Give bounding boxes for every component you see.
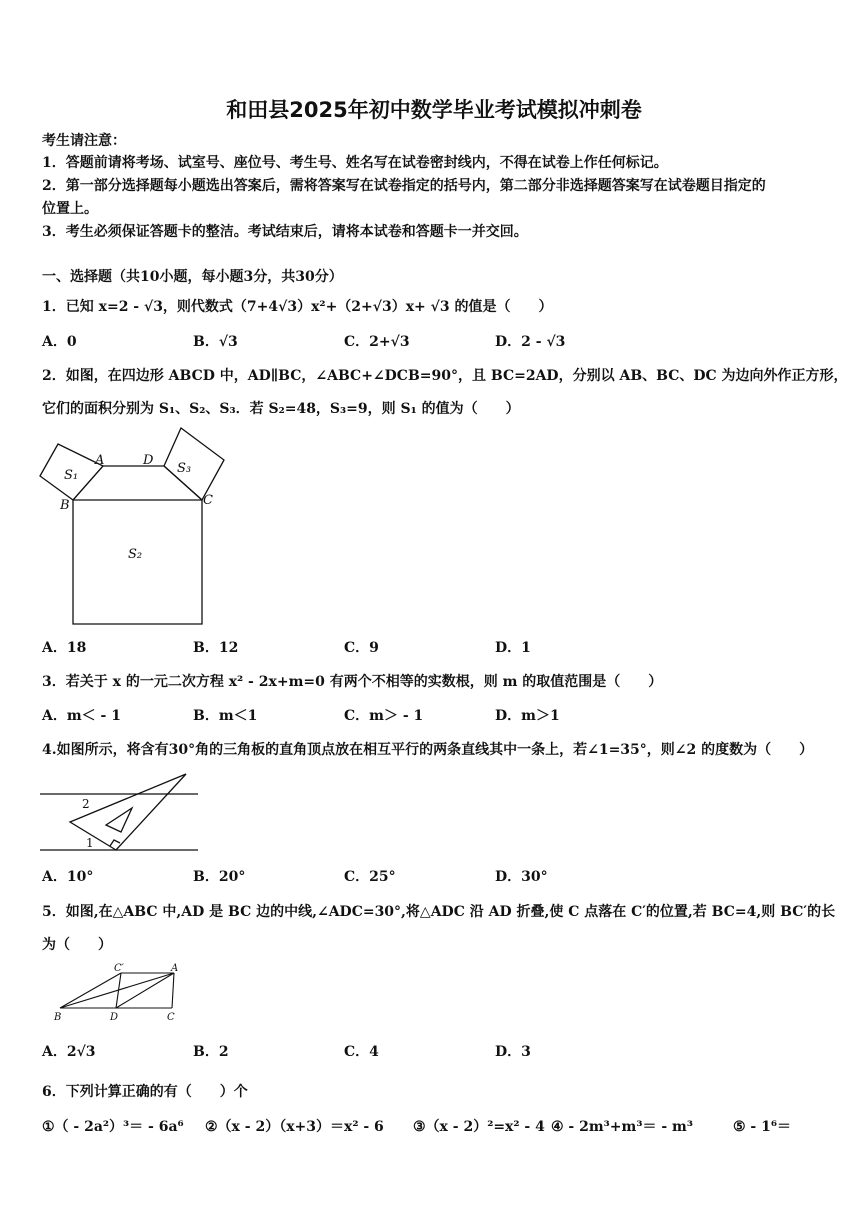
- question-5-stem-2: 为（ ）: [42, 937, 112, 953]
- segment-da: [116, 973, 174, 1008]
- vertex-d: D: [143, 453, 154, 468]
- question-1-option-d: D．2 - √3: [495, 334, 566, 350]
- label-s2: S₂: [128, 547, 143, 562]
- triangle-ruler-hole: [106, 808, 132, 832]
- question-1-option-b: B．√3: [193, 334, 238, 350]
- square-s3: [164, 428, 224, 500]
- question-4-option-c: C．25°: [344, 869, 396, 885]
- question-2-option-c: C．9: [344, 640, 379, 656]
- question-2-option-d: D．1: [495, 640, 531, 656]
- question-5-option-c: C．4: [344, 1044, 379, 1060]
- question-4-option-d: D．30°: [495, 869, 548, 885]
- question-2-option-a: A．18: [42, 640, 87, 656]
- question-5-option-d: D．3: [495, 1044, 531, 1060]
- question-5-option-a: A．2√3: [42, 1044, 96, 1060]
- square-s2: [73, 500, 202, 624]
- vertex-a: A: [171, 963, 179, 974]
- question-4-stem: 4.如图所示，将含有30°角的三角板的直角顶点放在相互平行的两条直线其中一条上，若∠1=35°，则∠2 的度数为（ ）: [42, 742, 814, 758]
- question-6-item-2: ②（x - 2）（x+3）＝x² - 6: [205, 1119, 384, 1135]
- question-6-item-5: ⑤ - 1⁶＝: [733, 1119, 791, 1135]
- question-4-option-b: B．20°: [193, 869, 246, 885]
- question-6-stem: 6．下列计算正确的有（ ）个: [42, 1084, 248, 1100]
- question-1-option-a: A．0: [42, 334, 77, 350]
- question-2-stem-2: 它们的面积分别为 S₁、S₂、S₃．若 S₂=48，S₃=9，则 S₁ 的值为（ ）: [42, 401, 520, 417]
- question-4-figure: [38, 768, 203, 858]
- page-title: 和田县2025年初中数学毕业考试模拟冲刺卷: [226, 98, 642, 122]
- question-6-item-1: ①（ - 2a²）³＝ - 6a⁶: [42, 1119, 184, 1135]
- right-angle-mark: [110, 840, 120, 846]
- question-3-option-a: A．m＜ - 1: [42, 708, 121, 724]
- segment-bc-prime: [60, 973, 121, 1008]
- question-3-option-d: D．m＞1: [495, 708, 560, 724]
- question-2-figure: [36, 420, 236, 630]
- label-s3: S₃: [177, 461, 192, 476]
- question-5-figure: [50, 960, 190, 1025]
- section-heading: 一、选择题（共10小题，每小题3分，共30分）: [42, 269, 343, 285]
- vertex-d: D: [110, 1012, 119, 1023]
- label-s1: S₁: [64, 468, 79, 483]
- question-3-option-c: C．m＞ - 1: [344, 708, 424, 724]
- vertex-c-prime: C′: [114, 963, 124, 974]
- notice-line-1: 1．答题前请将考场、试室号、座位号、考生号、姓名写在试卷密封线内，不得在试卷上作任何标记。: [42, 155, 668, 171]
- question-5-option-b: B．2: [193, 1044, 229, 1060]
- question-2-option-b: B．12: [193, 640, 239, 656]
- vertex-b: B: [60, 498, 70, 513]
- question-6-item-4: ④ - 2m³+m³＝ - m³: [551, 1119, 693, 1135]
- notice-line-2: 2．第一部分选择题每小题选出答案后，需将答案写在试卷指定的括号内，第二部分非选择题答案写在试卷题目指定的: [42, 178, 766, 194]
- question-6-item-3: ③（x - 2）²=x² - 4: [413, 1119, 545, 1135]
- angle-1-label: 1: [86, 836, 94, 850]
- notice-line-2b: 位置上。: [42, 201, 98, 217]
- vertex-c: C: [203, 493, 213, 508]
- question-1-stem: 1．已知 x=2 - √3，则代数式（7+4√3）x²+（2+√3）x+ √3 的值是（ ）: [42, 299, 553, 315]
- question-2-stem-1: 2．如图，在四边形 ABCD 中，AD∥BC，∠ABC+∠DCB=90°，且 BC=2AD，分别以 AB、BC、DC 为边向外作正方形，: [42, 368, 848, 384]
- segment-ac: [172, 973, 174, 1008]
- vertex-c: C: [167, 1012, 175, 1023]
- notice-line-3: 3．考生必须保证答题卡的整洁。考试结束后，请将本试卷和答题卡一并交回。: [42, 224, 528, 240]
- question-5-stem-1: 5．如图,在△ABC 中,AD 是 BC 边的中线,∠ADC=30°,将△ADC 沿 AD 折叠,使 C 点落在 C′的位置,若 BC=4,则 BC′的长: [42, 904, 836, 920]
- vertex-b: B: [54, 1012, 62, 1023]
- angle-2-label: 2: [82, 797, 90, 811]
- vertex-a: A: [95, 453, 105, 468]
- question-3-stem: 3．若关于 x 的一元二次方程 x² - 2x+m=0 有两个不相等的实数根，则 m 的取值范围是（ ）: [42, 674, 663, 690]
- question-1-option-c: C．2+√3: [344, 334, 410, 350]
- notice-heading: 考生请注意：: [42, 133, 126, 149]
- question-3-option-b: B．m＜1: [193, 708, 258, 724]
- question-4-option-a: A．10°: [42, 869, 94, 885]
